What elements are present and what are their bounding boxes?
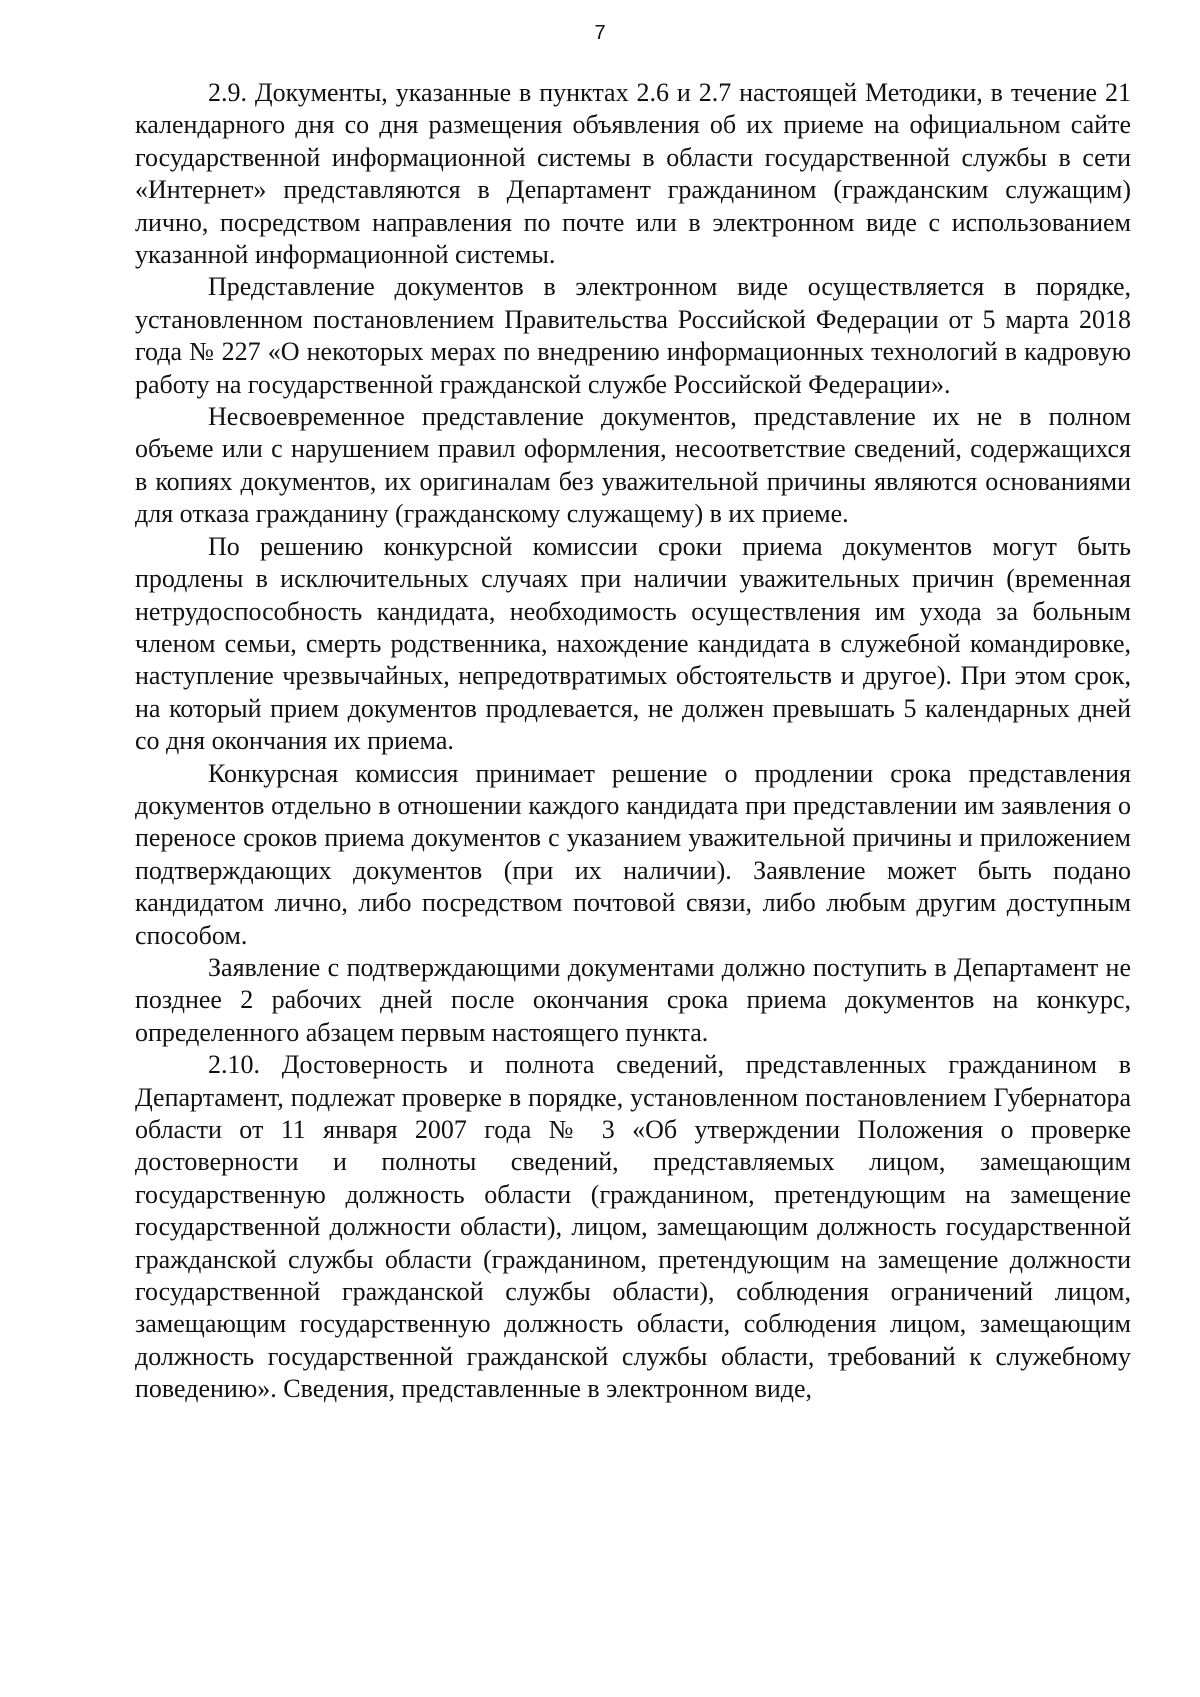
paragraph-commission-decision: Конкурсная комиссия принимает решение о продлении срока представления документов отдельно в отношении каждого кандидата при представлении им заявления о переносе сроков приема документов с указанием уважительной причины и приложением подтверждающих документов (при их наличии). Заявление может быть подано кандидатом лично, либо посредством почтовой связи, либо любым другим доступным способом. — [135, 758, 1131, 950]
paragraph-electronic-submission: Представление документов в электронном виде осуществляется в порядке, установленном постановлением Правительства Российской Федерации от 5 марта 2018 года № 227 «О некоторых мерах по внедрению информационных технологий в кадровую работу на государственной гражданской службе Российской Федерации». — [135, 272, 1131, 399]
document-body — [135, 77, 1131, 1406]
paragraph-2-9: 2.9. Документы, указанные в пунктах 2.6 и 2.7 настоящей Методики, в течение 21 календарного дня со дня размещения объявления об их приеме на официальном сайте государственной информационной системы в области государственной службы в сети «Интернет» представляются в Департамент гражданином (гражданским служащим) лично, посредством направления по почте или в электронном виде с использованием указанной информационной системы. — [135, 78, 1131, 270]
paragraph-application-deadline: Заявление с подтверждающими документами должно поступить в Департамент не позднее 2 рабочих дней после окончания срока приема документов на конкурс, определенного абзацем первым настоящего пункта. — [135, 952, 1131, 1047]
paragraph-refusal-grounds: Несвоевременное представление документов, представление их не в полном объеме или с нарушением правил оформления, несоответствие сведений, содержащихся в копиях документов, их оригиналам без уважительной причины являются основаниями для отказа гражданину (гражданскому служащему) в их приеме. — [135, 402, 1131, 529]
paragraph-2-10: 2.10. Достоверность и полнота сведений, представленных гражданином в Департамент, подлежат проверке в порядке, установленном постановлением Губернатора области от 11 января 2007 года № 3 «Об утверждении Положения о проверке достоверности и полноты сведений, представляемых лицом, замещающим государственную должность области (гражданином, претендующим на замещение государственной должности области), лицом, замещающим должность государственной гражданской службы области (гражданином, претендующим на замещение должности государственной гражданской службы области), соблюдения ограничений лицом, замещающим государственную должность области, соблюдения лицом, замещающим должность государственной гражданской службы области, требований к служебному поведению». Сведения, представленные в электронном виде, — [135, 1050, 1131, 1404]
page-number: 7 — [594, 22, 606, 44]
paragraph-deadline-extension: По решению конкурсной комиссии сроки приема документов могут быть продлены в исключительных случаях при наличии уважительных причин (временная нетрудоспособность кандидата, необходимость осуществления им ухода за больным членом семьи, смерть родственника, нахождение кандидата в служебной командировке, наступление чрезвычайных, непредотвратимых обстоятельств и другое). При этом срок, на который прием документов продлевается, не должен превышать 5 календарных дней со дня окончания их приема. — [135, 531, 1131, 756]
